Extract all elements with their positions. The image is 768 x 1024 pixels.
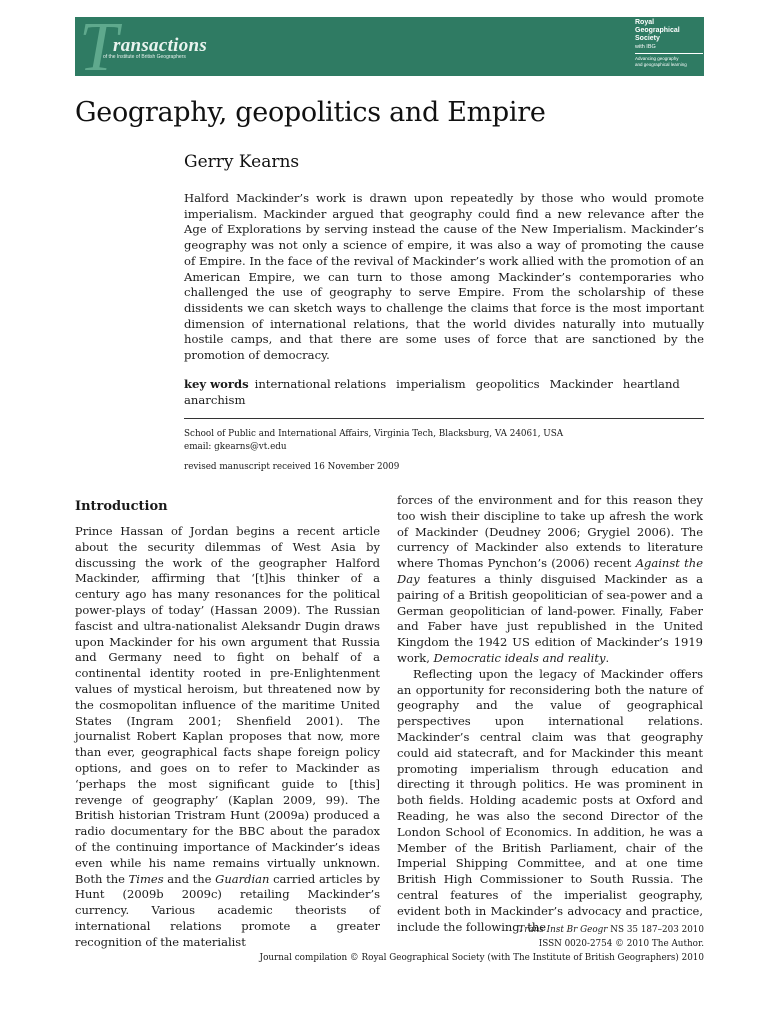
keyword: heartland: [622, 377, 680, 391]
author-email: email: gkearns@vt.edu: [184, 442, 287, 452]
citation: [260, 923, 704, 937]
text-run: .: [605, 650, 610, 665]
journal-subtitle: of the Institute of British Geographers: [103, 54, 186, 60]
society-name-line1: Royal: [635, 19, 655, 26]
affiliation-block: [184, 428, 563, 454]
issn: ISSN 0020-2754 © 2010 The Author.: [538, 939, 704, 949]
revised-date: revised manuscript received 16 November 2009: [184, 462, 400, 472]
keyword: anarchism: [184, 393, 246, 407]
section-heading-introduction: Introduction: [75, 499, 168, 514]
newspaper-title: Guardian: [215, 871, 270, 886]
keyword: Mackinder: [549, 377, 613, 391]
article-title: Geography, geopolitics and Empire: [75, 97, 546, 128]
text-run: forces of the environment and for this reason they too wish their discipline to take up afresh the work of Mackinder (Deudney 2006; Grygiel 2006). The currency of Mackinder also extends to literature where Thomas Pynchon’s (2006) recent: [397, 493, 703, 571]
text-run: Prince Hassan of Jordan begins a recent article about the security dilemmas of West Asia by discussing the work of the geographer Halford Mackinder, affirming that ‘[t]his thinker of a century ago has many resonances for the political power-plays of today’ (Hassan 2009). The Russian fascist and ultra-nationalist Aleksandr Dugin draws upon Mackinder for his own argument that Russia and Germany need to fight on behalf of a continental identity rooted in pre-Enlightenment values of mystical heroism, but threatened now by the cosmopolitan influence of the maritime United States (Ingram 2001; Shenfield 2001). The journalist Robert Kaplan proposes that now, more than ever, geographical facts shape foreign policy options, and goes on to refer to Mackinder as ‘perhaps the most significant guide to [this] revenge of geography’ (Kaplan 2009, 99). The British historian Tristram Hunt (2009a) produced a radio documentary for the BBC about the paradox of the continuing importance of Mackinder’s ideas even while his name remains virtually unknown. Both the: [75, 524, 380, 886]
society-divider: [635, 53, 703, 54]
society-logo: [635, 19, 703, 68]
body-column-left: [75, 524, 380, 951]
society-name-line2: Geographical: [635, 27, 680, 34]
society-tagline-2: and geographical learning: [635, 62, 687, 67]
article-author: Gerry Kearns: [184, 152, 300, 172]
body-column-right: [397, 493, 703, 935]
abstract: Halford Mackinder’s work is drawn upon repeatedly by those who would promote imperialism. Mackinder argued that geography could find a new relevance after the Age of Explorations by serving instead the cause of the New Imperialism. Mackinder’s geography was not only a science of empire, it was also a way of promoting the cause of Empire. In the face of the revival of Mackinder’s work allied with the promotion of an American Empire, we can turn to those among Mackinder’s contemporaries who challenged the use of geography to serve Empire. From the scholarship of these dissidents we can sketch ways to challenge the claims that force is the most important dimension of international relations, that the world divides naturally into mutually hostile camps, and that there are some uses of force that are sanctioned by the promotion of democracy.: [184, 191, 704, 363]
journal-banner: [75, 9, 704, 86]
keyword: geopolitics: [475, 377, 540, 391]
book-title: Democratic ideals and reality: [433, 650, 606, 665]
society-with: with IBG: [635, 44, 656, 50]
paragraph: [397, 493, 703, 667]
text-run: and the: [163, 871, 216, 886]
society-tagline-1: Advancing geography: [635, 56, 679, 61]
keywords-label: key words: [184, 377, 249, 391]
text-run: features a thinly disguised Mackinder as a pairing of a British geopolitician of sea-power and a German geopolitician of land-power. Finally, Faber and Faber have just republished in the United Kingdom the 1942 US edition of Mackinder’s 1919 work,: [397, 571, 703, 665]
paragraph: Reflecting upon the legacy of Mackinder offers an opportunity for reconsidering both the nature of geography and the value of geographical perspectives upon international relations. Mackinder’s central claim was that geography could aid statecraft, and for Mackinder this meant promoting imperialism through education and directing it through politics. He was prominent in both fields. Holding academic posts at Oxford and Reading, he was also the second Director of the London School of Economics. In addition, he was a Member of the British Parliament, chair of the Imperial Shipping Committee, and at one time British High Commissioner to South Russia. The central features of the imperialist geography, evident both in Mackinder’s advocacy and practice, include the following: the: [397, 666, 703, 934]
keywords: [184, 376, 704, 408]
keyword: imperialism: [396, 377, 466, 391]
paragraph: [75, 524, 380, 951]
citation-volume: NS 35 187–203 2010: [607, 925, 704, 935]
newspaper-title: Times: [128, 871, 164, 886]
affiliation: School of Public and International Affairs, Virginia Tech, Blacksburg, VA 24061, USA: [184, 429, 564, 439]
copyright: Journal compilation © Royal Geographical Society (with The Institute of British Geographers) 2010: [259, 953, 704, 963]
journal-logo-letter: T: [79, 9, 118, 86]
text-run: carried articles by Hunt (2009b 2009c) retailing Mackinder’s currency. Various academic theorists of international relations promote a greater recognition of the materialist: [75, 871, 380, 949]
book-title: Against the Day: [397, 556, 703, 586]
society-name-line3: Society: [635, 35, 660, 42]
header-divider: [184, 418, 704, 419]
journal-name: ransactions: [113, 35, 208, 56]
journal-abbrev: Trans Inst Br Geogr: [518, 925, 608, 935]
keyword: international relations: [254, 377, 387, 391]
page-footer: [260, 923, 704, 965]
